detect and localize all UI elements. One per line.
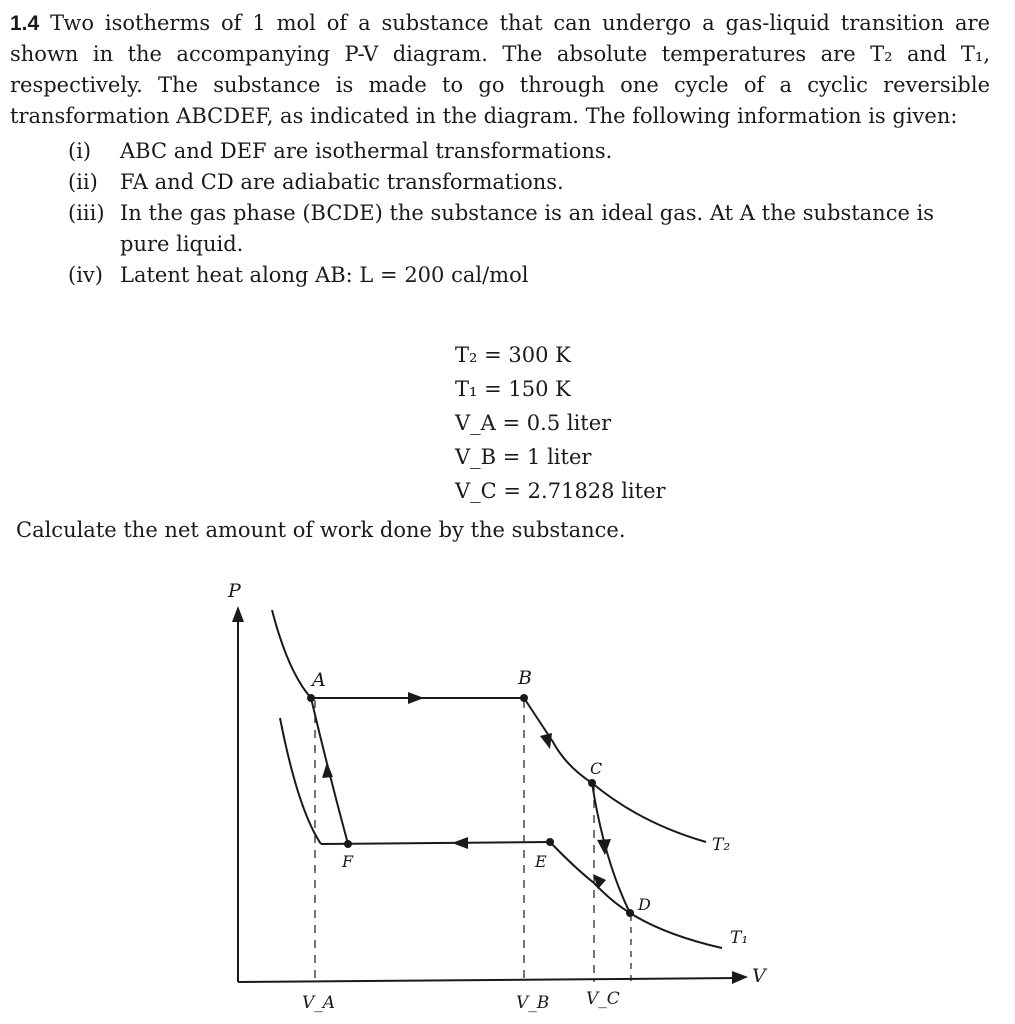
arrow-ab [408, 692, 424, 704]
arrow-bc [540, 733, 552, 749]
arrow-fa [322, 762, 333, 778]
given-vb: V_B = 1 liter [455, 445, 592, 469]
condition-text: In the gas phase (BCDE) the substance is an ideal gas. At A the substance is pure liquid. [120, 201, 935, 256]
v-axis-arrow [732, 971, 748, 984]
point-c [588, 779, 596, 787]
point-f [344, 840, 352, 848]
condition-item [68, 136, 990, 167]
question: Calculate the net amount of work done by the substance. [16, 518, 626, 542]
condition-numeral: (iv) [68, 263, 103, 287]
isotherm-t2-curve [272, 610, 311, 698]
point-d [626, 909, 634, 917]
isotherm-t2-gas [524, 698, 706, 842]
label-e: E [535, 852, 547, 871]
label-va: V_A [302, 993, 336, 1013]
problem-intro [10, 8, 990, 132]
pv-diagram [0, 560, 1015, 1024]
label-a: A [312, 669, 326, 691]
condition-numeral: (i) [68, 139, 92, 163]
condition-item [68, 260, 990, 291]
condition-numeral: (ii) [68, 170, 98, 194]
given-values [455, 338, 666, 508]
problem-block [10, 8, 990, 291]
condition-text: ABC and DEF are isothermal transformations. [120, 139, 613, 163]
given-t2: T₂ = 300 K [455, 343, 571, 367]
label-f: F [342, 852, 354, 871]
arrow-cd [597, 839, 611, 855]
label-vb: V_B [516, 993, 550, 1013]
given-t1: T₁ = 150 K [455, 377, 571, 401]
condition-text: Latent heat along AB: L = 200 cal/mol [120, 263, 529, 287]
given-va: V_A = 0.5 liter [455, 411, 612, 435]
conditions-list [68, 136, 990, 291]
condition-item [68, 198, 990, 260]
condition-item [68, 167, 990, 198]
point-b [520, 694, 528, 702]
isotherm-t1-gas [550, 842, 722, 948]
adiabat-cd [592, 783, 630, 913]
arrow-de [593, 874, 606, 889]
given-vc: V_C = 2.71828 liter [455, 479, 666, 503]
p-axis-arrow [232, 606, 244, 622]
label-vc: V_C [586, 989, 620, 1009]
segment-ef [321, 842, 550, 844]
condition-numeral: (iii) [68, 201, 105, 225]
condition-text: FA and CD are adiabatic transformations. [120, 170, 564, 194]
point-a [307, 694, 315, 702]
label-b: B [518, 667, 532, 689]
point-e [546, 838, 554, 846]
label-d: D [638, 895, 651, 914]
problem-intro-text: Two isotherms of 1 mol of a substance that can undergo a gas-liquid transition are shown in the accompanying P-V diagram. The absolute temperatures are T₂ and T₁, respectively. The substance is made to go through one cycle of a cyclic reversible transformation ABCDEF, as indicated in the diagram. The following information is given: [10, 11, 990, 128]
arrow-ef [452, 837, 468, 849]
axis-p-label: P [228, 580, 241, 602]
label-c: C [590, 759, 603, 778]
label-t1: T₁ [730, 928, 749, 948]
v-axis [238, 978, 738, 982]
problem-number: 1.4 [10, 12, 40, 35]
label-t2: T₂ [712, 835, 731, 855]
axis-v-label: V [752, 965, 766, 987]
